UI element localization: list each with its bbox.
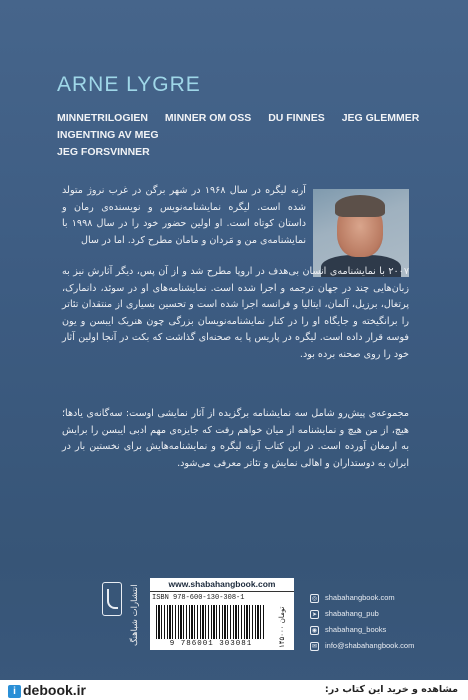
work-title: DU FINNES bbox=[268, 112, 325, 124]
isbn-label: ISBN 978-600-130-308-1 bbox=[152, 594, 245, 602]
contact-text: info@shabahangbook.com bbox=[325, 641, 415, 650]
barcode-panel bbox=[150, 578, 294, 650]
work-title: MINNETRILOGIEN bbox=[57, 112, 148, 124]
globe-icon: ◎ bbox=[311, 595, 318, 602]
works-row bbox=[57, 110, 427, 127]
publisher-name: انتشارات شباهنگ bbox=[130, 584, 140, 646]
telegram-icon: ➤ bbox=[311, 611, 318, 618]
instagram-icon: ◉ bbox=[311, 627, 318, 634]
brand-logo-icon: i bbox=[8, 685, 21, 698]
price-label: ۱۴۵۰۰۰ تومان bbox=[278, 606, 286, 648]
brand-text: debook.ir bbox=[23, 682, 87, 698]
contact-item bbox=[310, 638, 450, 654]
mail-icon: ✉ bbox=[311, 643, 318, 650]
works-list bbox=[57, 110, 427, 161]
work-title: JEG GLEMMER bbox=[341, 112, 420, 124]
barcode bbox=[156, 605, 266, 639]
contact-item bbox=[310, 622, 450, 638]
contact-item bbox=[310, 606, 450, 622]
contact-item bbox=[310, 590, 450, 606]
work-title: JEG FORSVINNER bbox=[57, 146, 150, 158]
watermark-footer[interactable] bbox=[0, 680, 468, 700]
contact-list bbox=[310, 590, 450, 654]
contact-text: shabahangbook.com bbox=[325, 593, 395, 602]
contact-text: shabahang_books bbox=[325, 625, 387, 634]
website-label: www.shabahangbook.com bbox=[150, 578, 294, 592]
barcode-number: 9 786001 303081 bbox=[169, 640, 253, 648]
footer-cta: مشاهده و خرید این کتاب در: bbox=[324, 684, 458, 695]
contact-text: shabahang_pub bbox=[325, 609, 379, 618]
publisher-logo-icon bbox=[102, 582, 122, 616]
works-row bbox=[57, 127, 427, 144]
work-title: INGENTING AV MEG bbox=[57, 129, 159, 141]
summary-paragraph: مجموعه‌ی پیش‌رو شامل سه نمایشنامه برگزیده از آثار نمایشی اوست: سه‌گانه‌ی یادها؛ هیچ، از من هیچ و نمایشنامه از میان خواهم رفت که جایزه‌ی مهم ادبی ایبسن را برایش به ارمغان آورده است. در این کتاب آرنه لیگره و نمایشنامه‌هایش برای نخستین بار در ایران به دوستداران و اهالی نمایش و تئاتر معرفی می‌شود. bbox=[62, 408, 409, 469]
work-title: MINNER OM OSS bbox=[164, 112, 252, 124]
site-brand[interactable] bbox=[8, 680, 86, 700]
author-title: ARNE LYGRE bbox=[57, 73, 201, 96]
works-row bbox=[57, 144, 427, 161]
bio-paragraph-bottom: ۲۰۰۷ با نمایشنامه‌ی انسان بی‌هدف در اروپا مطرح شد و از آن پس، دیگر آثارش نیز به زبان‌هایی چند در جهان ترجمه و اجرا شده است. نمایشنامه‌های او در سوئد، دانمارک، پرتغال، برزیل، آلمان، ایتالیا و فرانسه اجرا شده است و تحسین بسیاری از منتقدان تئاتر را برانگیخته و جایگاه او را در کنار نمایشنامه‌نویسان بزرگی چون هنریک ایبسن و یون فوسه قرار داده است. لیگره در پاریس پا به صحنه‌ای گذاشت که بکت در آنجا اولین آثار خود را روی صحنه برده بود. bbox=[62, 266, 409, 360]
bio-paragraph-top: آرنه لیگره در سال ۱۹۶۸ در شهر برگن در غرب نروژ متولد شده است. لیگره نمایشنامه‌نویس و نویسنده‌ی رمان و داستان کوتاه است. او اولین حضور خود را در سال ۱۹۹۸ با نمایشنامه‌ی من و مَردان و مامان مطرح کرد. اما در سال bbox=[62, 185, 306, 246]
